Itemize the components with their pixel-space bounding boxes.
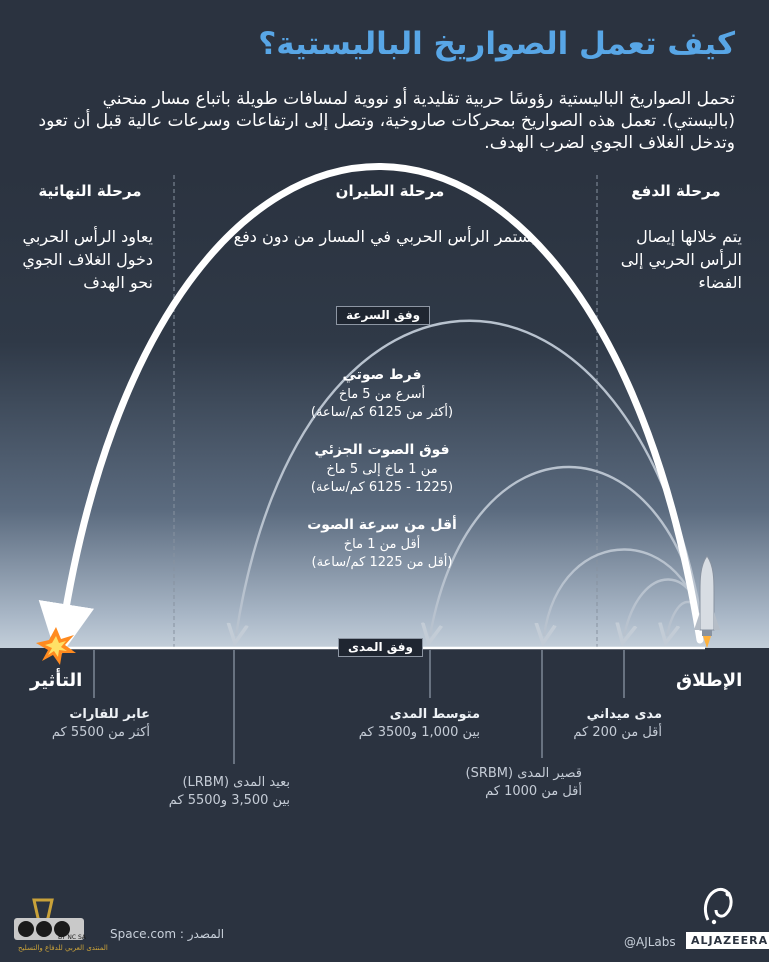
impact-label: التأثير (30, 670, 83, 691)
speed-hypersonic-line1: أسرع من 5 ماخ (338, 387, 426, 402)
aljazeera-wordmark: ALJAZEERA (686, 932, 769, 949)
stage-title-flight: مرحلة الطيران (335, 182, 445, 200)
forum-credit: المنتدى العربي للدفاع والتسليح (18, 944, 108, 952)
speed-supersonic-line1: من 1 ماخ إلى 5 ماخ (326, 462, 438, 477)
speed-subsonic-line2: (أقل من 1225 كم/ساعة) (311, 555, 453, 570)
speed-supersonic-title: فوق الصوت الجزئي (314, 442, 450, 458)
ajlabs-handle: @AJLabs (624, 935, 676, 949)
range-mrbm-line1: بين 1,000 و3500 كم (358, 725, 480, 740)
speed-subsonic-line1: أقل من 1 ماخ (343, 537, 421, 552)
launch-label: الإطلاق (676, 670, 743, 691)
explosion-icon (36, 627, 76, 665)
range-srbm-title: قصير المدى (SRBM) (465, 766, 582, 781)
license-tag: BY NC SA (58, 934, 86, 941)
range-tactical-title: مدى ميداني (586, 707, 662, 722)
page-title: كيف تعمل الصواريخ الباليستية؟ (258, 26, 735, 62)
speed-category-label: وفق السرعة (336, 306, 430, 325)
stage-title-boost: مرحلة الدفع (631, 182, 721, 200)
stage-title-terminal: مرحلة النهائية (38, 182, 142, 200)
stage-desc-flight: يستمر الرأس الحربي في المسار من دون دفع (233, 227, 537, 246)
range-srbm-line1: أقل من 1000 كم (485, 784, 582, 799)
stage-desc-terminal: يعاود الرأس الحربي دخول الغلاف الجوي نحو الهدف (22, 227, 153, 292)
speed-hypersonic-line2: (أكثر من 6125 كم/ساعة) (310, 405, 454, 420)
range-icbm-line1: أكثر من 5500 كم (51, 725, 150, 740)
range-lrbm-title: بعيد المدى (LRBM) (182, 775, 290, 790)
speed-hypersonic-title: فرط صوتي (342, 367, 422, 383)
intro-paragraph: تحمل الصواريخ الباليستية رؤوسًا حربية تقليدية أو نووية لمسافات طويلة باتباع مسار منحني (باليستي). تعمل هذه الصواريخ بمحركات صاروخية، وتصل إلى ارتفاعات وسرعات عالية قبل أن تعود وتدخل الغلاف الجوي لضرب الهدف. (38, 89, 735, 153)
source-credit: المصدر : Space.com (110, 927, 225, 941)
speed-supersonic-line2: (1225 - 6125 كم/ساعة) (310, 480, 454, 495)
range-category-label: وفق المدى (338, 638, 423, 657)
stage-desc-boost: يتم خلالها إيصال الرأس الحربي إلى الفضاء (620, 227, 742, 292)
range-lrbm-line1: بين 3,500 و5500 كم (168, 793, 290, 808)
trajectory-srbm (544, 549, 705, 640)
range-tactical-line1: أقل من 200 كم (573, 725, 662, 740)
range-mrbm-title: متوسط المدى (389, 707, 480, 722)
aljazeera-logo-icon (705, 889, 731, 924)
speed-subsonic-title: أقل من سرعة الصوت (307, 517, 457, 533)
range-icbm-title: عابر للقارات (69, 707, 150, 722)
